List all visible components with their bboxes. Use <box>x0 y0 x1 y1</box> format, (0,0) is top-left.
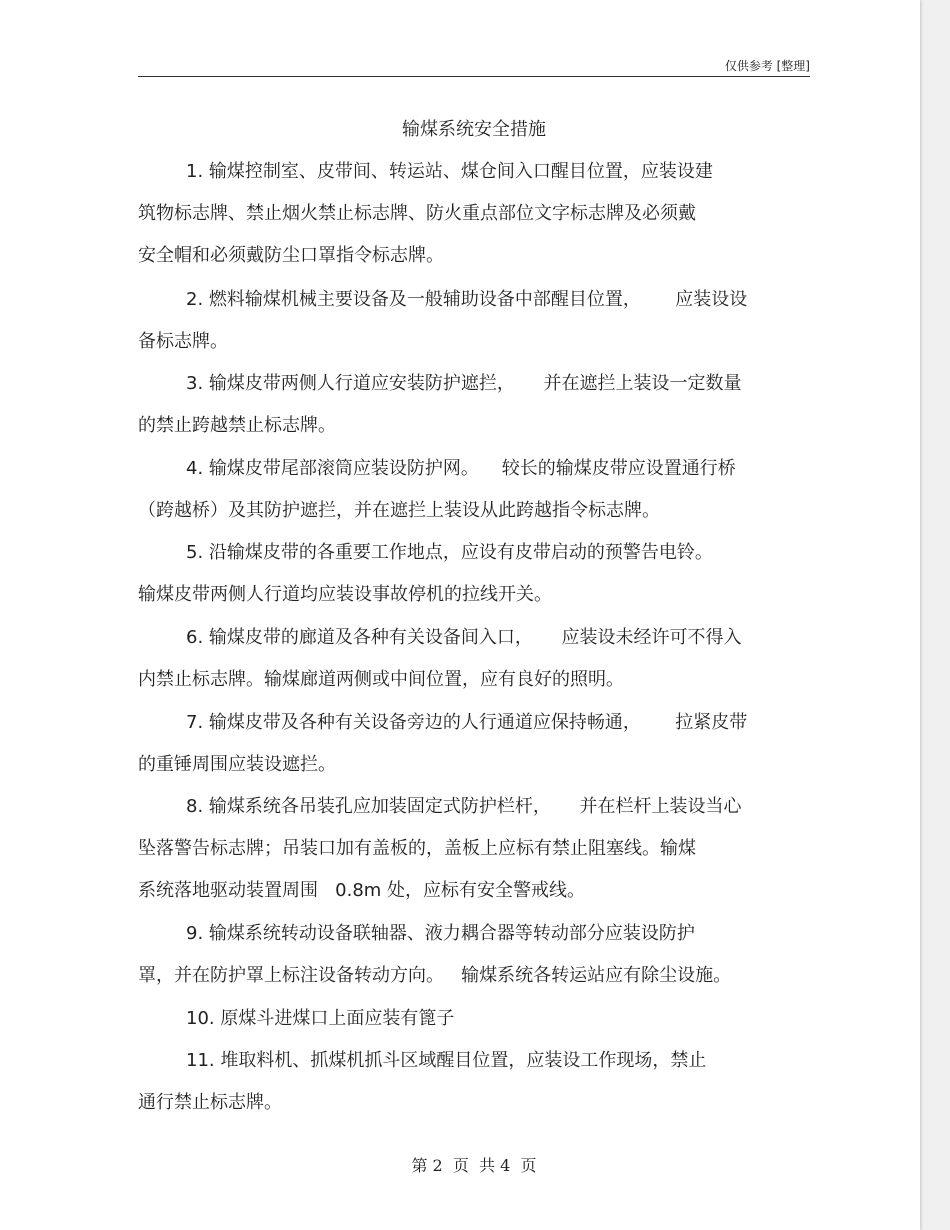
paragraph-line: 4. 输煤皮带尾部滚筒应装设防护网。 较长的输煤皮带应设置通行桥 <box>186 458 736 479</box>
paragraph-line: 5. 沿输煤皮带的各重要工作地点，应设有皮带启动的预警告电铃。 <box>186 542 713 563</box>
paragraph-4 <box>138 455 810 539</box>
paragraph-line: 11. 堆取料机、抓煤机抓斗区域醒目位置，应装设工作现场，禁止 <box>186 1050 707 1071</box>
paragraph-3 <box>138 370 810 454</box>
paragraph-line: 系统落地驱动装置周围 0.8m 处，应标有安全警戒线。 <box>138 880 586 901</box>
paragraph-1 <box>138 158 810 284</box>
paragraph-5 <box>138 539 810 623</box>
paragraph-line: 罩，并在防护罩上标注设备转动方向。 输煤系统各转运站应有除尘设施。 <box>138 965 732 986</box>
paragraph-9 <box>138 920 810 1004</box>
paragraph-line: 6. 输煤皮带的廊道及各种有关设备间入口， 应装设未经许可不得入 <box>186 627 742 648</box>
paragraph-line: 10. 原煤斗进煤口上面应装有篦子 <box>186 1008 455 1029</box>
paragraph-line: 3. 输煤皮带两侧人行道应安装防护遮拦， 并在遮拦上装设一定数量 <box>186 373 742 394</box>
paragraph-2 <box>138 286 810 370</box>
paragraph-10 <box>138 1005 810 1047</box>
page-footer: 第 2 页 共 4 页 <box>411 1156 537 1175</box>
paragraph-line: 通行禁止标志牌。 <box>138 1092 282 1113</box>
paragraph-line: （跨越桥）及其防护遮拦，并在遮拦上装设从此跨越指令标志牌。 <box>138 500 660 521</box>
document-title: 输煤系统安全措施 <box>402 119 546 140</box>
paragraph-line: 2. 燃料输煤机械主要设备及一般辅助设备中部醒目位置， 应装设设 <box>186 289 748 310</box>
paragraph-6 <box>138 624 810 708</box>
paragraph-line: 输煤皮带两侧人行道均应装设事故停机的拉线开关。 <box>138 584 552 605</box>
paragraph-line: 安全帽和必须戴防尘口罩指令标志牌。 <box>138 245 444 266</box>
paragraph-line: 的重锤周围应装设遮拦。 <box>138 754 336 775</box>
paragraph-line: 9. 输煤系统转动设备联轴器、液力耦合器等转动部分应装设防护 <box>186 923 695 944</box>
paragraph-line: 筑物标志牌、禁止烟火禁止标志牌、防火重点部位文字标志牌及必须戴 <box>138 203 696 224</box>
paragraph-line: 坠落警告标志牌；吊装口加有盖板的，盖板上应标有禁止阻塞线。输煤 <box>138 838 696 859</box>
paragraph-7 <box>138 709 810 793</box>
paragraph-8 <box>138 793 810 919</box>
paragraph-line: 的禁止跨越禁止标志牌。 <box>138 415 336 436</box>
paragraph-line: 1. 输煤控制室、皮带间、转运站、煤仓间入口醒目位置，应装设建 <box>186 161 713 182</box>
paragraph-line: 8. 输煤系统各吊装孔应加装固定式防护栏杆， 并在栏杆上装设当心 <box>186 796 742 817</box>
page-header: 仅供参考 [整理] <box>724 59 810 73</box>
paragraph-11 <box>138 1047 810 1131</box>
paragraph-line: 7. 输煤皮带及各种有关设备旁边的人行通道应保持畅通， 拉紧皮带 <box>186 712 748 733</box>
paragraph-line: 备标志牌。 <box>138 331 228 352</box>
paragraph-line: 内禁止标志牌。输煤廊道两侧或中间位置，应有良好的照明。 <box>138 669 624 690</box>
header-rule <box>138 76 810 77</box>
